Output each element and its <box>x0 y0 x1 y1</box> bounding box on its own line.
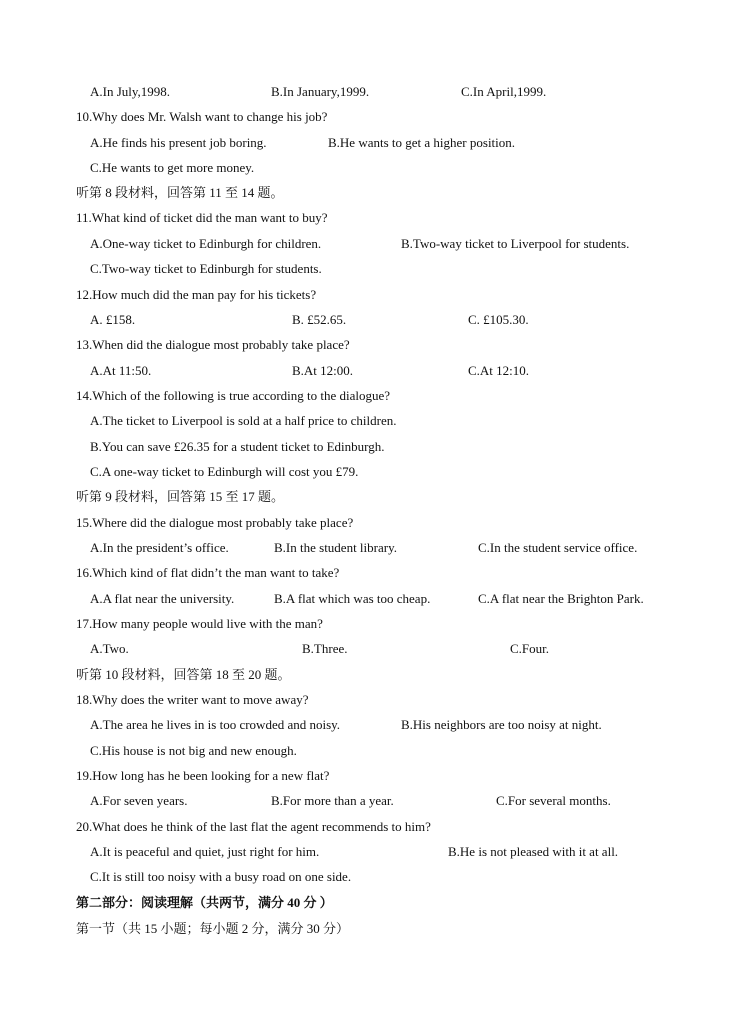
q15-option-b: B.In the student library. <box>274 540 397 555</box>
q15-stem: 15.Where did the dialogue most probably take place? <box>76 515 354 530</box>
q11-option-a: A.One-way ticket to Edinburgh for children. <box>90 236 322 251</box>
q13-option-c: C.At 12:10. <box>468 363 530 378</box>
q13-option-a: A.At 11:50. <box>90 363 152 378</box>
q16-option-a: A.A flat near the university. <box>90 591 235 606</box>
q17-option-c: C.Four. <box>510 641 550 656</box>
q20-stem: 20.What does he think of the last flat the agent recommends to him? <box>76 819 431 834</box>
q9-option-c: C.In April,1999. <box>461 84 547 99</box>
q15-option-a: A.In the president’s office. <box>90 540 229 555</box>
q10-stem: 10.Why does Mr. Walsh want to change his job? <box>76 109 328 124</box>
q13-stem: 13.When did the dialogue most probably take place? <box>76 337 350 352</box>
q20-option-c: C.It is still too noisy with a busy road on one side. <box>90 869 352 884</box>
q20-option-a: A.It is peaceful and quiet, just right for him. <box>90 844 320 859</box>
q16-option-b: B.A flat which was too cheap. <box>274 591 431 606</box>
q12-option-a: A. £158. <box>90 312 136 327</box>
q17-option-b: B.Three. <box>302 641 348 656</box>
q17-option-a: A.Two. <box>90 641 129 656</box>
q10-option-b: B.He wants to get a higher position. <box>328 135 516 150</box>
q17-stem: 17.How many people would live with the man? <box>76 616 323 631</box>
q18-option-a: A.The area he lives in is too crowded and noisy. <box>90 717 341 732</box>
q18-option-b: B.His neighbors are too noisy at night. <box>401 717 602 732</box>
q10-option-a: A.He finds his present job boring. <box>90 135 267 150</box>
q11-option-c: C.Two-way ticket to Edinburgh for students. <box>90 261 322 276</box>
q18-stem: 18.Why does the writer want to move away? <box>76 692 309 707</box>
q11-option-b: B.Two-way ticket to Liverpool for students. <box>401 236 630 251</box>
q16-option-c: C.A flat near the Brighton Park. <box>478 591 644 606</box>
section-10-instruction: 听第 10 段材料，回答第 18 至 20 题。 <box>76 667 291 682</box>
part-2-heading: 第二部分：阅读理解（共两节，满分 40 分 ） <box>76 895 333 910</box>
section-9-instruction: 听第 9 段材料，回答第 15 至 17 题。 <box>76 489 285 504</box>
q10-option-c: C.He wants to get more money. <box>90 160 255 175</box>
q16-stem: 16.Which kind of flat didn’t the man want to take? <box>76 565 340 580</box>
q13-option-b: B.At 12:00. <box>292 363 354 378</box>
q19-option-a: A.For seven years. <box>90 793 188 808</box>
q19-option-c: C.For several months. <box>496 793 611 808</box>
q11-stem: 11.What kind of ticket did the man want to buy? <box>76 210 328 225</box>
q12-stem: 12.How much did the man pay for his tickets? <box>76 287 317 302</box>
q15-option-c: C.In the student service office. <box>478 540 638 555</box>
q9-option-b: B.In January,1999. <box>271 84 370 99</box>
part-2-section-1-heading: 第一节（共 15 小题；每小题 2 分，满分 30 分） <box>76 921 350 936</box>
q14-option-c: C.A one-way ticket to Edinburgh will cost you £79. <box>90 464 359 479</box>
q19-stem: 19.How long has he been looking for a new flat? <box>76 768 330 783</box>
q19-option-b: B.For more than a year. <box>271 793 394 808</box>
q18-option-c: C.His house is not big and new enough. <box>90 743 297 758</box>
q14-option-a: A.The ticket to Liverpool is sold at a half price to children. <box>90 413 397 428</box>
q9-option-a: A.In July,1998. <box>90 84 171 99</box>
q20-option-b: B.He is not pleased with it at all. <box>448 844 619 859</box>
q14-stem: 14.Which of the following is true according to the dialogue? <box>76 388 391 403</box>
q12-option-b: B. £52.65. <box>292 312 347 327</box>
q12-option-c: C. £105.30. <box>468 312 529 327</box>
section-8-instruction: 听第 8 段材料，回答第 11 至 14 题。 <box>76 185 284 200</box>
q14-option-b: B.You can save £26.35 for a student ticket to Edinburgh. <box>90 439 385 454</box>
